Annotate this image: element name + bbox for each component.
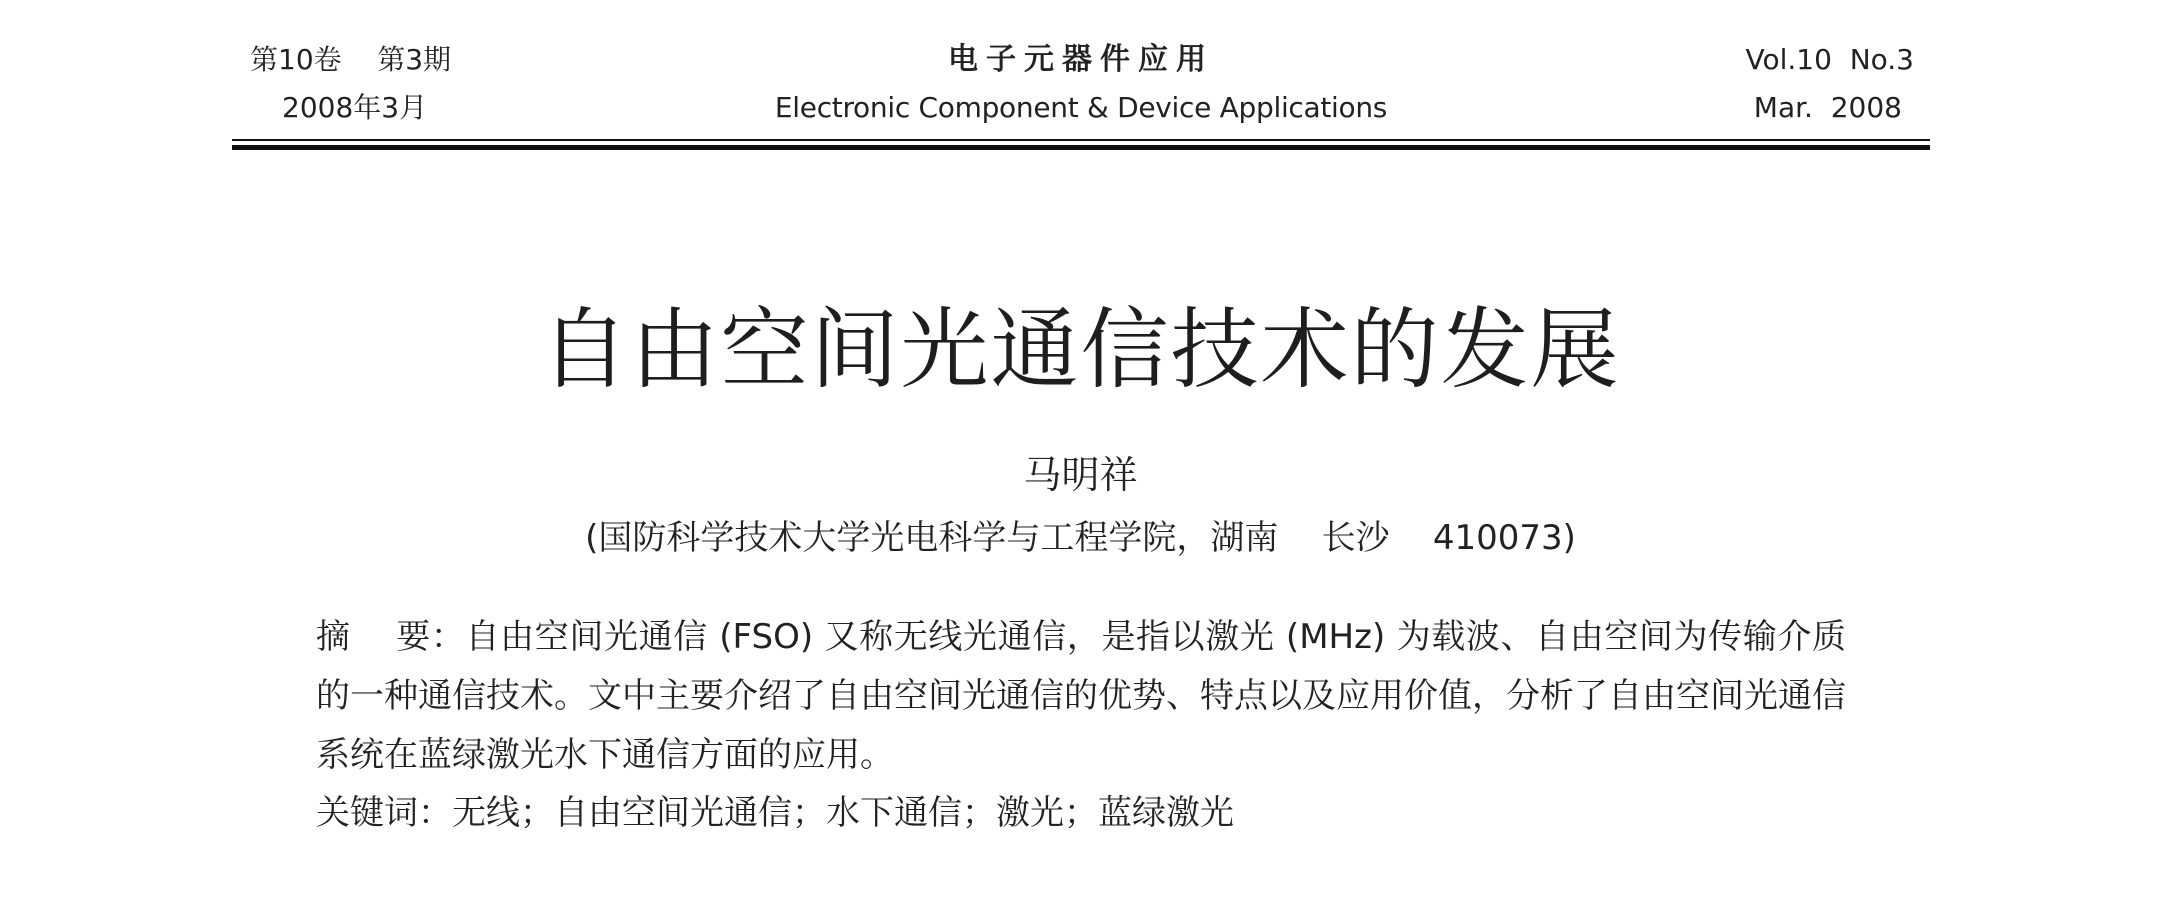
volume-info-en [1745, 36, 1914, 132]
journal-name-cn: 电子元器件应用 [948, 42, 1214, 77]
journal-name-en: Electronic Component & Device Applications [774, 91, 1388, 124]
author-affiliation: (国防科学技术大学光电科学与工程学院，湖南 长沙 410073) [585, 518, 1576, 558]
paper-title: 自由空间光通信技术的发展 [540, 298, 1621, 401]
keywords-label: 关键词： [316, 793, 452, 833]
abstract [316, 608, 1846, 785]
volume-issue: 第10卷 第3期 [250, 43, 452, 76]
abstract-label: 摘 要： [316, 617, 466, 657]
journal-title-block [232, 36, 1930, 132]
volume-number-en: Vol.10 No.3 [1745, 43, 1914, 76]
header-rule-thick [232, 145, 1930, 150]
keywords [316, 784, 1846, 843]
abstract-text: 自由空间光通信 (FSO) 又称无线光通信，是指以激光 (MHz) 为载波、自由空间为传输介质的一种通信技术。文中主要介绍了自由空间光通信的优势、特点以及应用价值，分析了自由空间光通信系统在蓝绿激光水下通信方面的应用。 [316, 617, 1847, 775]
journal-header [232, 36, 1930, 140]
header-rule-thin [232, 139, 1930, 141]
keywords-text: 无线；自由空间光通信；水下通信；激光；蓝绿激光 [452, 793, 1234, 833]
paper-author: 马明祥 [1023, 453, 1138, 497]
issue-date-en: Mar. 2008 [1753, 91, 1902, 124]
issue-date-cn: 2008年3月 [282, 91, 428, 124]
